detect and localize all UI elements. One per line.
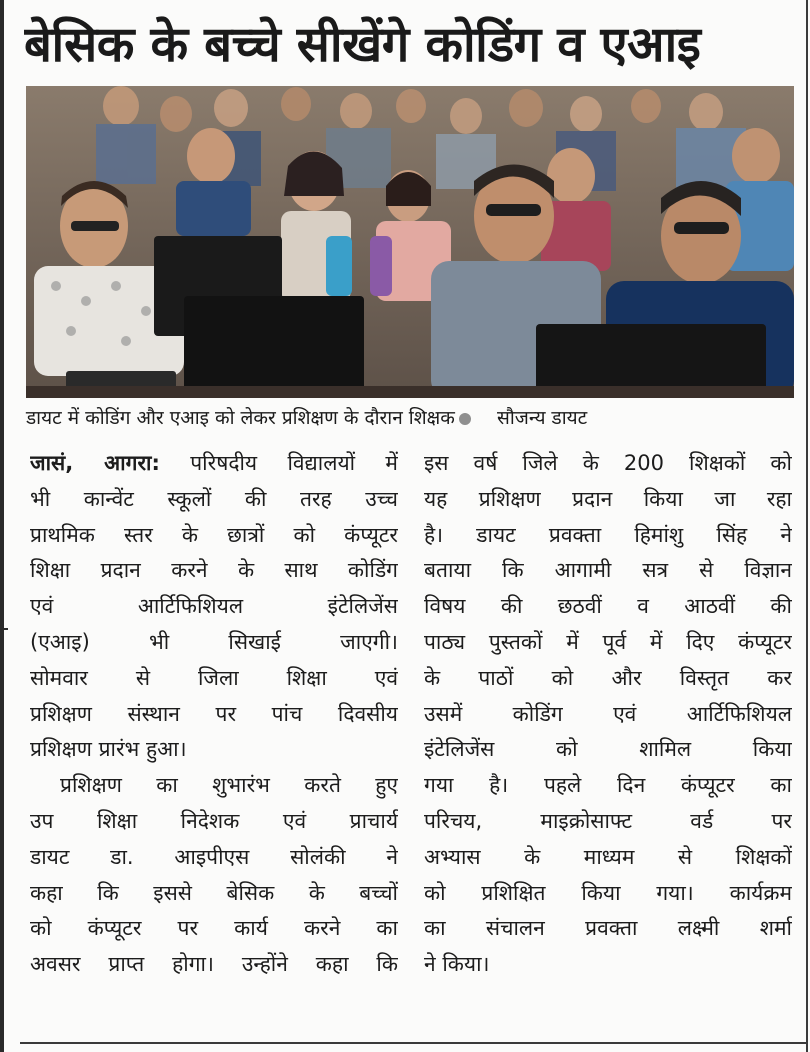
photo-credit: सौजन्य डायट xyxy=(497,407,588,429)
body-line: गया है। पहले दिन कंप्यूटर का xyxy=(424,773,792,798)
body-line: एवं आर्टिफिशियल इंटेलिजेंस xyxy=(30,594,398,619)
body-line: को कंप्यूटर पर कार्य करने का xyxy=(30,916,398,941)
dateline: जासं, आगरा: xyxy=(30,451,160,475)
rule-tick xyxy=(4,628,8,630)
bullet-icon xyxy=(459,413,471,425)
body-line: अभ्यास के माध्यम से शिक्षकों xyxy=(424,844,792,869)
right-border xyxy=(806,0,808,1052)
body-line: परिचय, माइक्रोसाफ्ट वर्ड पर xyxy=(424,808,792,833)
body-line: के पाठों को और विस्तृत कर xyxy=(424,665,792,690)
body-line: बताया कि आगामी सत्र से विज्ञान xyxy=(424,558,792,583)
body-line: प्राथमिक स्तर के छात्रों को कंप्यूटर xyxy=(30,522,398,547)
body-line: पाठ्य पुस्तकों में पूर्व में दिए कंप्यूटर xyxy=(424,629,792,654)
body-line: कहा कि इससे बेसिक के बच्चों xyxy=(30,880,398,905)
body-line: है। डायट प्रवक्ता हिमांशु सिंह ने xyxy=(424,522,792,547)
body-line: इंटेलिजेंस को शामिल किया xyxy=(424,737,792,762)
bottom-border xyxy=(20,1042,808,1044)
body-line: शिक्षा प्रदान करने के साथ कोडिंग xyxy=(30,558,398,583)
body-line: (एआइ) भी सिखाई जाएगी। xyxy=(30,629,398,654)
article-column-left xyxy=(30,446,398,983)
body-line: डायट डा. आइपीएस सोलंकी ने xyxy=(30,844,398,869)
body-line: उसमें कोडिंग एवं आर्टिफिशियल xyxy=(424,701,792,726)
body-line: भी कान्वेंट स्कूलों की तरह उच्च xyxy=(30,486,398,511)
body-line: उप शिक्षा निदेशक एवं प्राचार्य xyxy=(30,808,398,833)
left-column-rule xyxy=(0,0,4,1052)
body-line: का संचालन प्रवक्ता लक्ष्मी शर्मा xyxy=(424,916,792,941)
photo-caption xyxy=(26,404,796,432)
body-line: इस वर्ष जिले के 200 शिक्षकों को xyxy=(424,451,792,475)
body-line: प्रशिक्षण प्रारंभ हुआ। xyxy=(30,737,187,762)
body-line: जासं, आगरा: परिषदीय विद्यालयों में xyxy=(30,451,398,475)
body-line: विषय की छठवीं व आठवीं की xyxy=(424,594,792,619)
headline: बेसिक के बच्चे सीखेंगे कोडिंग व एआइ xyxy=(24,16,701,73)
body-line: को प्रशिक्षित किया गया। कार्यक्रम xyxy=(424,880,792,905)
body-line: यह प्रशिक्षण प्रदान किया जा रहा xyxy=(424,486,792,511)
body-line: सोमवार से जिला शिक्षा एवं xyxy=(30,665,398,690)
body-line: अवसर प्राप्त होगा। उन्होंने कहा कि xyxy=(30,952,398,977)
caption-text: डायट में कोडिंग और एआइ को लेकर प्रशिक्षण के दौरान शिक्षक xyxy=(26,407,455,429)
body-line: ने किया। xyxy=(424,952,490,977)
training-photo xyxy=(26,86,794,398)
body-line: प्रशिक्षण का शुभारंभ करते हुए xyxy=(60,773,398,798)
article-column-right xyxy=(424,446,792,983)
body-line: प्रशिक्षण संस्थान पर पांच दिवसीय xyxy=(30,701,398,726)
